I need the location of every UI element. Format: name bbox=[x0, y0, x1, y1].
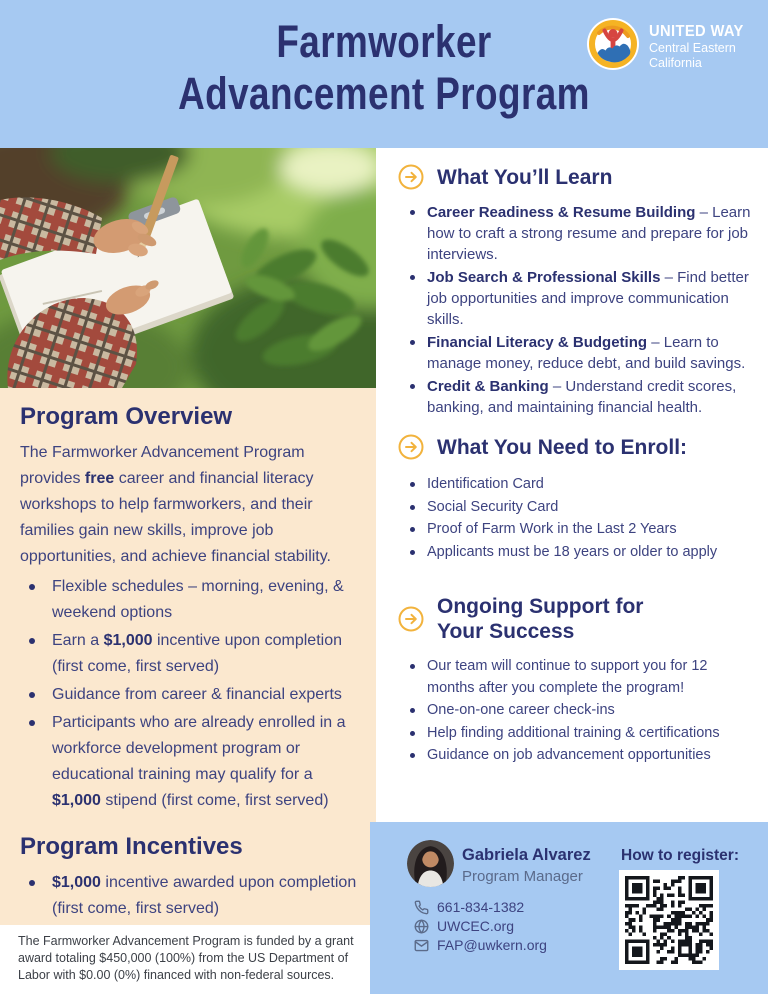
list-item: Job Search & Professional Skills – Find better job opportunities and improve communication skills. bbox=[398, 267, 758, 330]
list-item: Applicants must be 18 years or older to apply bbox=[398, 542, 758, 564]
enroll-bullets bbox=[398, 474, 758, 563]
logo-region-line-2: California bbox=[649, 55, 702, 70]
section-title bbox=[437, 594, 643, 644]
phone-icon bbox=[414, 900, 429, 915]
mail-icon bbox=[414, 938, 429, 953]
globe-icon bbox=[414, 919, 429, 934]
section-enroll bbox=[398, 434, 758, 564]
register-label: How to register: bbox=[621, 847, 739, 864]
list-item: Career Readiness & Resume Building – Learn how to craft a strong resume and prepare for job interviews. bbox=[398, 202, 758, 265]
header-band bbox=[0, 0, 768, 148]
united-way-logo bbox=[586, 17, 752, 76]
list-item: One-on-one career check-ins bbox=[398, 700, 758, 722]
contact-email[interactable]: FAP@uwkern.org bbox=[437, 937, 547, 953]
section-title: What You’ll Learn bbox=[437, 165, 613, 189]
overview-panel bbox=[0, 388, 376, 925]
funding-disclaimer: The Farmworker Advancement Program is funded by a grant award totaling $450,000 (100%) from the US Department of Labor with $0.00 (0%) financed with non-federal sources. bbox=[18, 934, 354, 982]
qr-code bbox=[619, 870, 719, 970]
overview-intro: The Farmworker Advancement Program provides free career and financial literacy workshops to help farmworkers, and their families gain new skills, improve job opportunities, and achieve financial stability. bbox=[20, 444, 331, 565]
list-item: Social Security Card bbox=[398, 497, 758, 519]
section-what-youll-learn bbox=[398, 164, 758, 420]
logo-region-line-1: Central Eastern bbox=[649, 40, 736, 55]
support-bullets bbox=[398, 656, 758, 767]
title-line-1: Farmworker bbox=[276, 16, 492, 67]
overview-bullets bbox=[20, 574, 358, 814]
support-title-line-2: Your Success bbox=[437, 620, 575, 643]
list-item: Flexible schedules – morning, evening, & weekend options bbox=[20, 574, 358, 626]
arrow-circle-icon bbox=[398, 606, 424, 632]
list-item: Earn a $1,000 incentive upon completion (first come, first served) bbox=[20, 628, 358, 680]
contact-name: Gabriela Alvarez bbox=[462, 846, 591, 864]
section-title: What You Need to Enroll: bbox=[437, 435, 688, 459]
learn-bullets bbox=[398, 202, 758, 418]
list-item: Identification Card bbox=[398, 474, 758, 496]
list-item: Guidance from career & financial experts bbox=[20, 682, 358, 708]
list-item: Our team will continue to support you for 12 months after you complete the program! bbox=[398, 656, 758, 699]
incentives-heading: Program Incentives bbox=[20, 833, 243, 860]
avatar bbox=[407, 840, 454, 887]
contact-card bbox=[370, 822, 768, 994]
section-ongoing-support bbox=[398, 594, 758, 768]
list-item: $1,000 incentive awarded upon completion (first come, first served) bbox=[20, 870, 358, 922]
overview-heading: Program Overview bbox=[20, 403, 233, 430]
hero-photo bbox=[0, 148, 376, 388]
united-way-logo-text bbox=[649, 23, 752, 71]
list-item: Guidance on job advancement opportunities bbox=[398, 745, 758, 767]
list-item: Participants who are already enrolled in a workforce development program or educational training may qualify for a $1,000 stipend (first come, first served) bbox=[20, 710, 358, 814]
united-way-logo-icon bbox=[586, 17, 640, 76]
title-line-2: Advancement Program bbox=[178, 68, 590, 119]
list-item: Credit & Banking – Understand credit scores, banking, and maintaining financial health. bbox=[398, 376, 758, 418]
support-title-line-1: Ongoing Support for bbox=[437, 595, 644, 618]
list-item: Help finding additional training & certifications bbox=[398, 723, 758, 745]
incentives-bullets bbox=[20, 870, 358, 922]
list-item: Financial Literacy & Budgeting – Learn to manage money, reduce debt, and build savings. bbox=[398, 332, 758, 374]
arrow-circle-icon bbox=[398, 434, 424, 460]
arrow-circle-icon bbox=[398, 164, 424, 190]
logo-org-name: UNITED WAY bbox=[649, 22, 744, 40]
contact-role: Program Manager bbox=[462, 868, 583, 885]
list-item: Proof of Farm Work in the Last 2 Years bbox=[398, 519, 758, 541]
contact-phone: 661-834-1382 bbox=[437, 899, 525, 915]
contact-website[interactable]: UWCEC.org bbox=[437, 918, 515, 934]
